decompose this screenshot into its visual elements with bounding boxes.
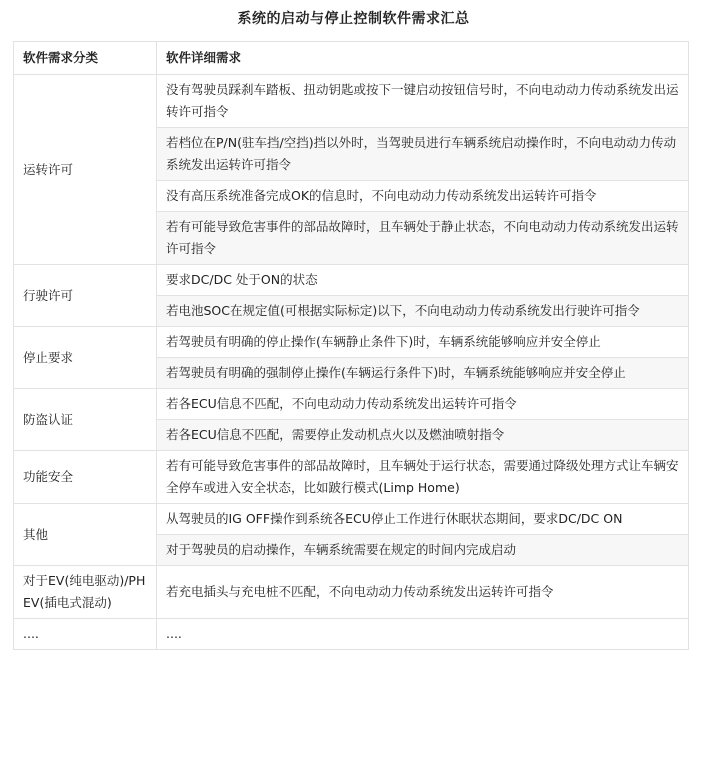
category-cell: 行驶许可 <box>14 265 157 327</box>
table-row <box>14 389 689 420</box>
header-category: 软件需求分类 <box>14 42 157 75</box>
category-cell: 防盗认证 <box>14 389 157 451</box>
requirement-cell: 若各ECU信息不匹配，不向电动动力传动系统发出运转许可指令 <box>157 389 689 420</box>
category-cell: .... <box>14 619 157 650</box>
table-row <box>14 75 689 128</box>
requirements-table <box>13 41 689 650</box>
requirement-cell: 对于驾驶员的启动操作，车辆系统需要在规定的时间内完成启动 <box>157 535 689 566</box>
requirement-cell: 从驾驶员的IG OFF操作到系统各ECU停止工作进行休眠状态期间，要求DC/DC ON <box>157 504 689 535</box>
category-cell: 其他 <box>14 504 157 566</box>
requirement-cell: 若驾驶员有明确的停止操作(车辆静止条件下)时，车辆系统能够响应并安全停止 <box>157 327 689 358</box>
requirement-cell: 若电池SOC在规定值(可根据实际标定)以下，不向电动动力传动系统发出行驶许可指令 <box>157 296 689 327</box>
requirement-cell: 若有可能导致危害事件的部品故障时，且车辆处于静止状态，不向电动动力传动系统发出运转许可指令 <box>157 212 689 265</box>
requirement-cell: 若有可能导致危害事件的部品故障时，且车辆处于运行状态，需要通过降级处理方式让车辆安全停车或进入安全状态，比如跛行模式(Limp Home) <box>157 451 689 504</box>
requirement-cell: .... <box>157 619 689 650</box>
table-row <box>14 619 689 650</box>
requirement-cell: 若充电插头与充电桩不匹配，不向电动动力传动系统发出运转许可指令 <box>157 566 689 619</box>
requirement-cell: 要求DC/DC 处于ON的状态 <box>157 265 689 296</box>
requirement-cell: 若各ECU信息不匹配，需要停止发动机点火以及燃油喷射指令 <box>157 420 689 451</box>
table-row <box>14 327 689 358</box>
table-header-row <box>14 42 689 75</box>
category-cell: 运转许可 <box>14 75 157 265</box>
table-row <box>14 451 689 504</box>
category-cell: 对于EV(纯电驱动)/PHEV(插电式混动) <box>14 566 157 619</box>
requirement-cell: 没有驾驶员踩刹车踏板、扭动钥匙或按下一键启动按钮信号时，不向电动动力传动系统发出运转许可指令 <box>157 75 689 128</box>
table-row <box>14 504 689 535</box>
page-title: 系统的启动与停止控制软件需求汇总 <box>237 11 470 27</box>
category-cell: 停止要求 <box>14 327 157 389</box>
requirement-cell: 没有高压系统准备完成OK的信息时，不向电动动力传动系统发出运转许可指令 <box>157 181 689 212</box>
table-row <box>14 265 689 296</box>
table-row <box>14 566 689 619</box>
requirement-cell: 若档位在P/N(驻车挡/空挡)挡以外时，当驾驶员进行车辆系统启动操作时，不向电动动力传动系统发出运转许可指令 <box>157 128 689 181</box>
category-cell: 功能安全 <box>14 451 157 504</box>
requirement-cell: 若驾驶员有明确的强制停止操作(车辆运行条件下)时，车辆系统能够响应并安全停止 <box>157 358 689 389</box>
header-detail: 软件详细需求 <box>157 42 689 75</box>
